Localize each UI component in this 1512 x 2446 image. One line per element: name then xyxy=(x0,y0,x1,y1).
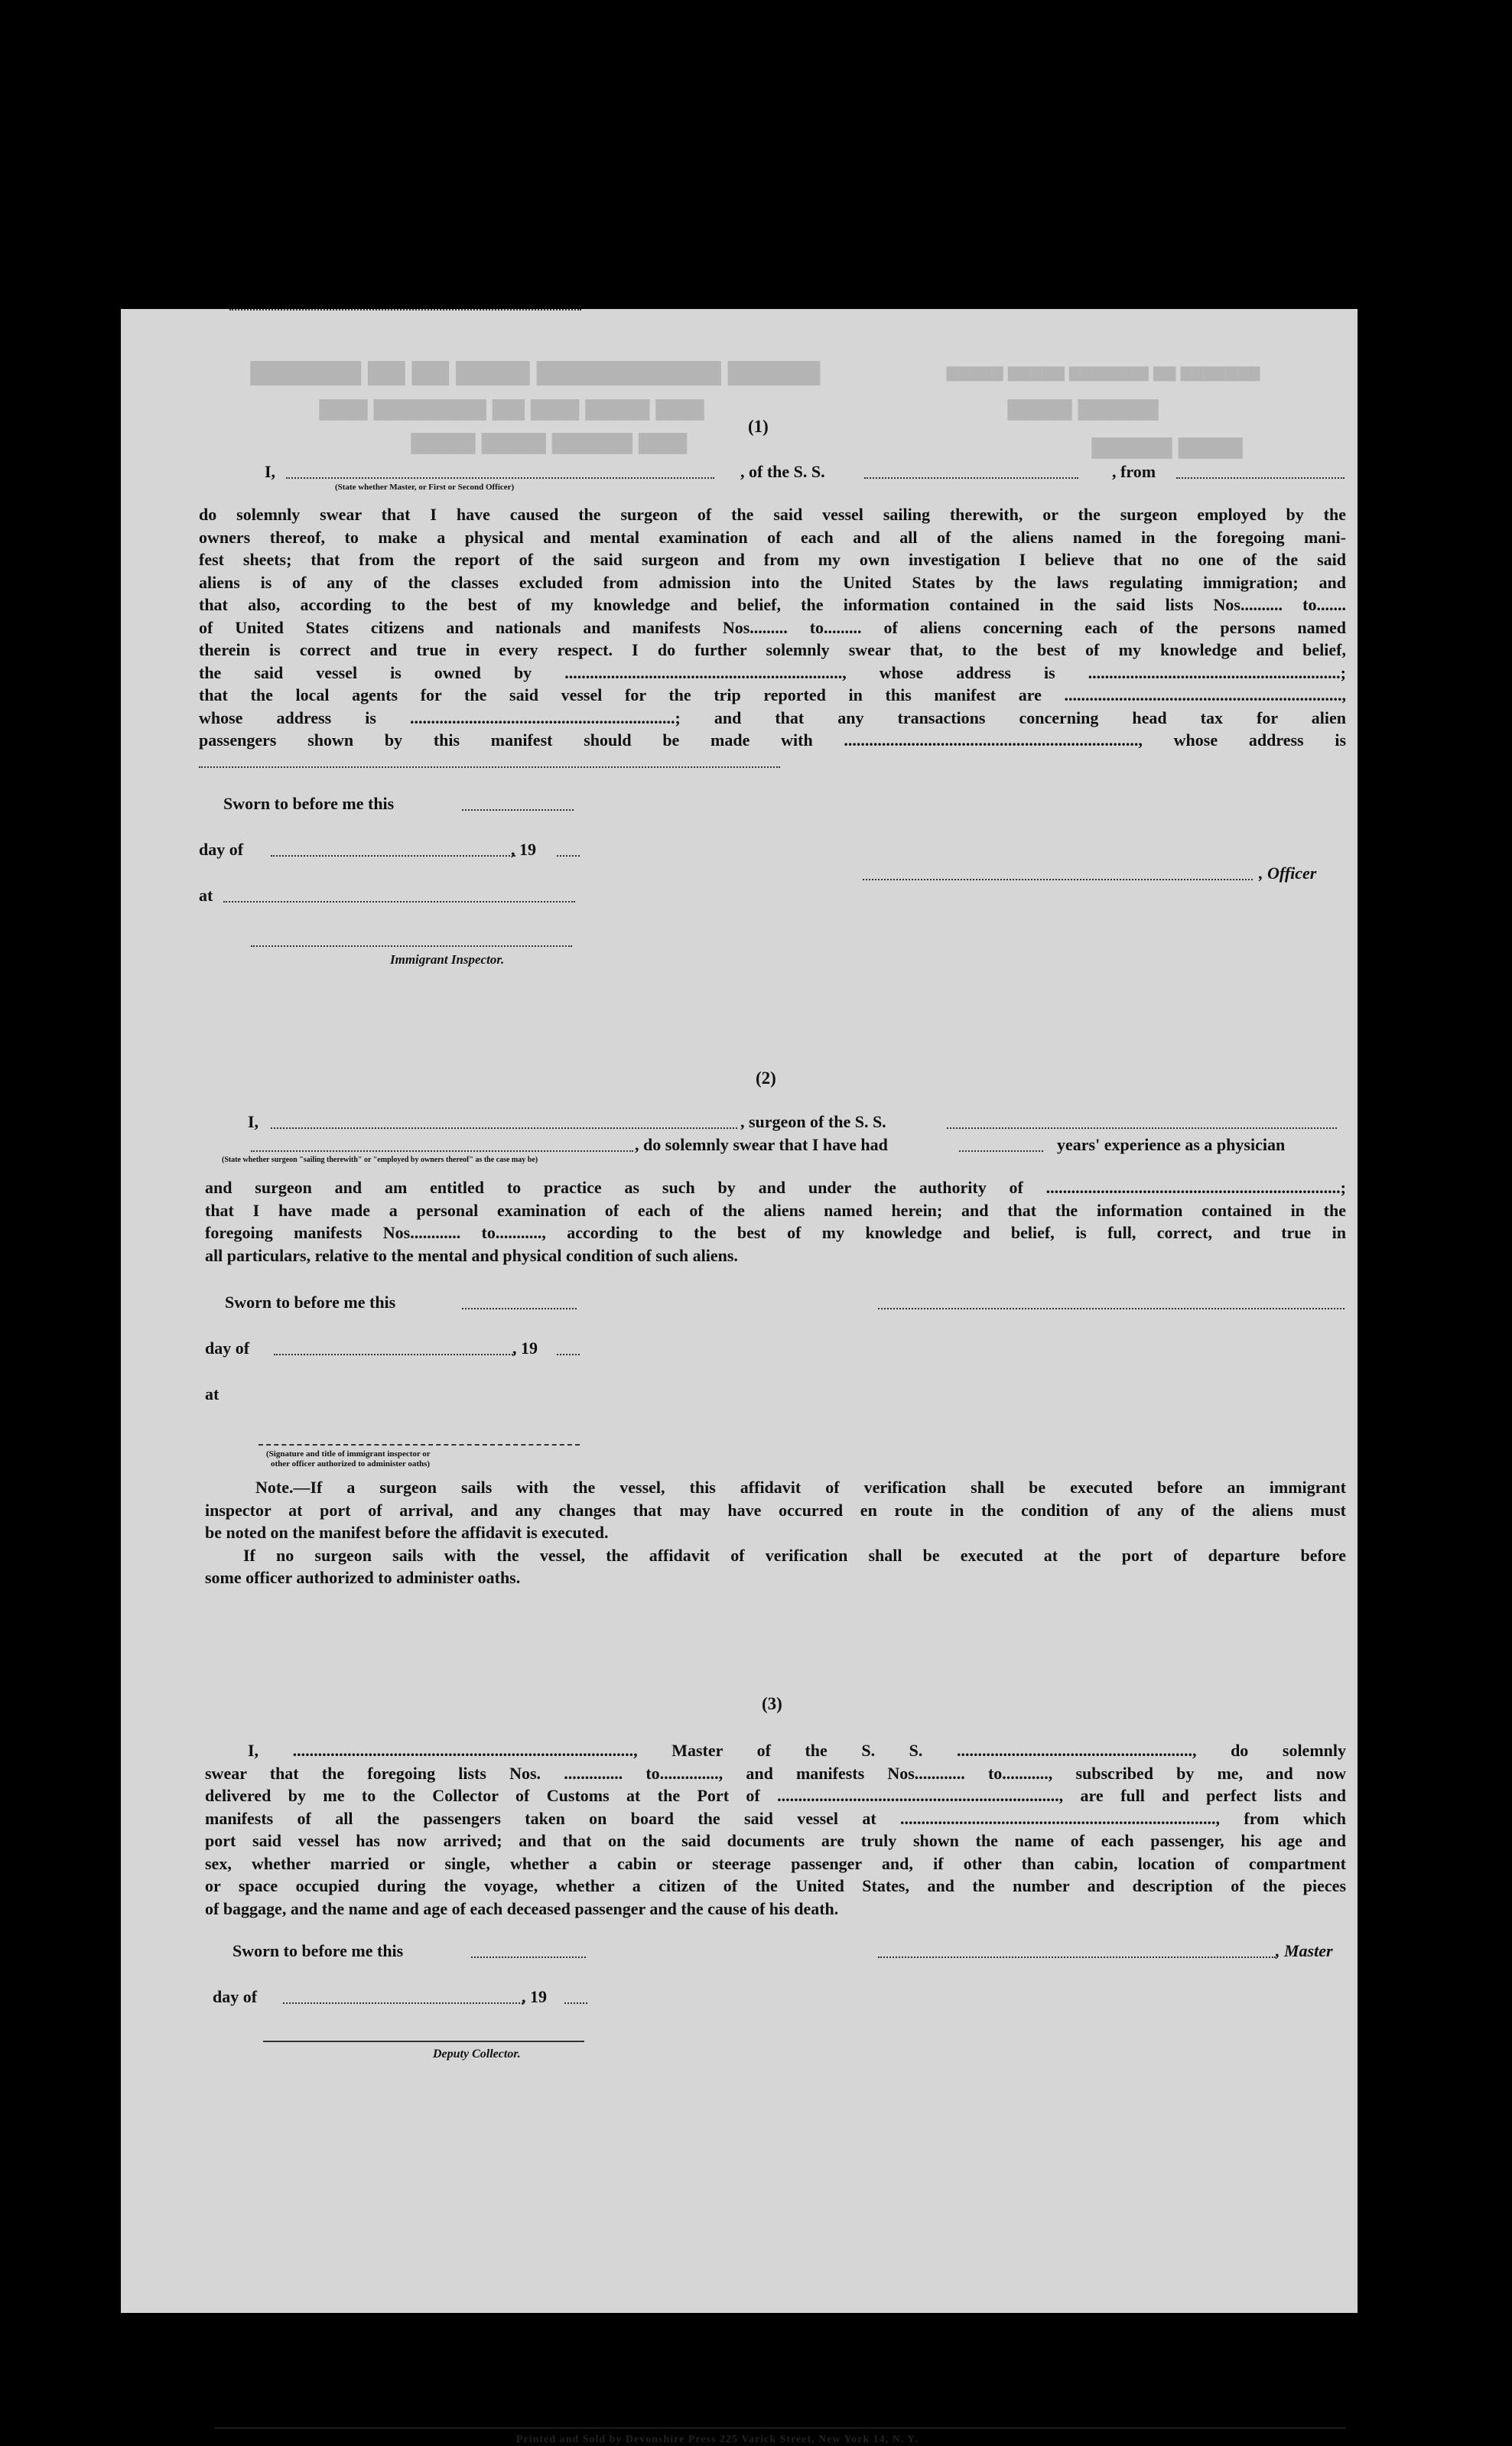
collector-signature-field[interactable] xyxy=(263,2041,584,2042)
section-1-oath-text xyxy=(199,503,1346,752)
oath-line: that the local agents for the said vessel for the trip reported in this manifest are .................................................................., xyxy=(199,685,1346,704)
punch-hole xyxy=(1397,508,1432,543)
at-place-field[interactable] xyxy=(229,309,581,311)
sworn-label: Sworn to before me this xyxy=(223,794,395,813)
oath-line: whose address is ...............................................................; and that any transactions concerning head tax for alien xyxy=(199,707,1346,727)
at-place-field[interactable] xyxy=(223,901,575,903)
punch-hole xyxy=(1398,1637,1433,1672)
sworn-label: Sworn to before me this xyxy=(232,1941,404,1960)
at-label: at xyxy=(205,1384,219,1404)
surgeon-status-note: (State whether surgeon "sailing therewith" or "employed by owners thereof" as the case may be) xyxy=(222,1156,538,1164)
year-label: , 19 xyxy=(522,1987,547,2006)
master-signature-field[interactable] xyxy=(878,1956,1276,1958)
punch-hole xyxy=(1400,2123,1435,2158)
month-field[interactable] xyxy=(274,1354,515,1355)
master-oath-line: or space occupied during the voyage, whether a citizen of the United States, and the number and description of the pieces xyxy=(205,1876,1346,1895)
day-of-label: day of xyxy=(199,840,244,859)
month-field[interactable] xyxy=(283,2002,523,2004)
note-line: If no surgeon sails with the vessel, the affidavit of verification shall be executed at the port of departure before xyxy=(243,1545,1346,1565)
note-line: inspector at port of arrival, and any changes that may have occurred en route in the condition of any of the aliens must xyxy=(205,1500,1346,1520)
verification-note xyxy=(205,1476,1346,1589)
oath-line: that also, according to the best of my knowledge and belief, the information contained in the said lists Nos.......... to....... xyxy=(199,595,1346,614)
oath-line: the said vessel is owned by .................................................................., whose address is ............................................................; xyxy=(199,662,1346,682)
at-label: at xyxy=(199,886,213,905)
bleed-through-header: ▇▇▇▇▇▇ ▇▇ ▇▇ ▇▇▇▇ ▇▇▇▇▇▇▇▇▇▇ ▇▇▇▇▇ xyxy=(251,362,821,387)
sworn-label: Sworn to before me this xyxy=(225,1293,396,1312)
year-field[interactable] xyxy=(557,1354,580,1355)
officer-name-field[interactable] xyxy=(286,477,714,479)
oath-line: owners thereof, to make a physical and mental examination of each and all of the aliens named in the foregoing mani- xyxy=(199,527,1346,547)
oath-line: fest sheets; that from the report of the said surgeon and from my own investigation I believe that no one of the said xyxy=(199,550,1346,569)
master-oath-line: I, ................................................................................., Master of the S. S. ........................................................, do solemnly xyxy=(248,1741,1346,1760)
punch-hole xyxy=(1392,471,1427,506)
sworn-date-field[interactable] xyxy=(462,1308,577,1309)
officer-signature-field[interactable] xyxy=(863,879,1253,880)
years-experience-field[interactable] xyxy=(959,1150,1043,1152)
section-2-heading: (2) xyxy=(756,1068,776,1088)
surgeon-status-field[interactable] xyxy=(251,1150,633,1152)
officer-label: , Officer xyxy=(1259,864,1317,883)
section-3-heading: (3) xyxy=(762,1694,782,1713)
day-of-label: day of xyxy=(205,1338,250,1358)
surgeon-name-field[interactable] xyxy=(271,1127,737,1129)
master-oath-line: delivered by me to the Collector of Customs at the Port of ..................................................................., are full and perfect lists and xyxy=(205,1786,1346,1805)
surgeon-oath-line: and surgeon and am entitled to practice as such by and under the authority of ......................................................................; xyxy=(205,1178,1346,1197)
master-oath-line: sex, whether married or single, whether a cabin or steerage passenger and, if other than cabin, location of compartment xyxy=(205,1853,1346,1873)
note-line: Note.—If a surgeon sails with the vessel, this affidavit of verification shall be executed before an immigrant xyxy=(255,1478,1346,1497)
sworn-date-field[interactable] xyxy=(471,1956,586,1958)
printer-imprint: Printed and Sold by Devonshire Press 225 Varick Street, New York 14, N. Y. xyxy=(516,2434,919,2445)
section-3-oath-text xyxy=(205,1739,1346,1920)
master-oath-line: swear that the foregoing lists Nos. .............. to.............., and manifests Nos............ to..........., subscribed by me, and now xyxy=(205,1763,1346,1783)
day-of-label: day of xyxy=(213,1987,258,2006)
inspector-signature-field[interactable] xyxy=(259,1444,580,1446)
sworn-date-field[interactable] xyxy=(462,809,574,811)
punch-hole xyxy=(1389,352,1424,387)
years-experience-label: years' experience as a physician xyxy=(1057,1135,1286,1154)
year-field[interactable] xyxy=(564,2002,587,2004)
collector-label: Deputy Collector. xyxy=(433,2048,521,2061)
document-page xyxy=(121,309,1358,2445)
surgeon-oath-line: that I have made a personal examination of each of the aliens named herein; and that the information contained in the xyxy=(205,1200,1346,1220)
surgeon-line-i: I, xyxy=(248,1112,259,1131)
month-field[interactable] xyxy=(271,855,515,857)
address-continuation-field[interactable] xyxy=(199,766,780,768)
oath-line: therein is correct and true in every respect. I do further solemnly swear that, to the best of my knowledge and belief, xyxy=(199,640,1346,659)
bleed-through-line: ▇▇▇▇▇ ▇▇▇▇ xyxy=(1092,438,1244,461)
solemnly-swear-label: , do solemnly swear that I have had xyxy=(635,1135,888,1154)
surgeon-vessel-field[interactable] xyxy=(947,1127,1337,1129)
from-port-field[interactable] xyxy=(1176,477,1345,479)
punch-hole xyxy=(1398,2243,1433,2278)
inspector-label: Immigrant Inspector. xyxy=(390,952,505,967)
section-2-oath-text xyxy=(205,1176,1346,1267)
year-label: , 19 xyxy=(511,840,536,859)
oath-line: passengers shown by this manifest should be made with ......................................................................, whose address is xyxy=(199,730,1346,750)
vessel-name-field[interactable] xyxy=(864,477,1078,479)
pronoun-i: I, xyxy=(265,462,276,481)
section-1-heading: (1) xyxy=(748,417,769,436)
from-label: , from xyxy=(1112,462,1156,481)
oath-line: of United States citizens and nationals and manifests Nos......... to......... of aliens concerning each of the persons named xyxy=(199,617,1346,637)
surgeon-oath-line: all particulars, relative to the mental and physical condition of such aliens. xyxy=(205,1245,738,1265)
oath-line: aliens is of any of the classes excluded from admission into the United States by the laws regulating immigration; and xyxy=(199,572,1346,592)
master-oath-line: of baggage, and the name and age of each deceased passenger and the cause of his death. xyxy=(205,1898,839,1918)
officer-rank-note: (State whether Master, or First or Second Officer) xyxy=(335,483,515,492)
note-line: be noted on the manifest before the affidavit is executed. xyxy=(205,1523,609,1542)
bleed-through-line: ▇▇▇▇▇ ▇▇▇▇▇ ▇▇▇▇▇▇▇ ▇▇ ▇▇▇▇▇▇▇ xyxy=(947,367,1260,382)
punch-hole xyxy=(1398,1300,1433,1335)
oath-line: do solemnly swear that I have caused the surgeon of the said vessel sailing therewith, or the surgeon employed by the xyxy=(199,505,1346,524)
bleed-through-line: ▇▇▇ ▇▇▇▇▇▇▇ ▇▇ ▇▇▇ ▇▇▇▇ ▇▇▇ xyxy=(320,400,705,423)
signature-note: other officer authorized to administer oaths) xyxy=(271,1459,431,1469)
master-oath-line: manifests of all the passengers taken on board the said vessel at ..........................................................................., from which xyxy=(205,1808,1346,1828)
oath-line-i xyxy=(265,464,275,480)
note-line: some officer authorized to administer oaths. xyxy=(205,1568,521,1587)
inspector-signature-field[interactable] xyxy=(251,945,572,947)
bleed-through-line: ▇▇▇▇ ▇▇▇▇▇ xyxy=(1008,400,1159,423)
master-label: , Master xyxy=(1276,1941,1333,1960)
surgeon-of-ss-label: , surgeon of the S. S. xyxy=(740,1112,886,1131)
port-arrival-stamp: NEW YORK AUG 24 1953 QUEEN ELIZ. xyxy=(1397,561,1437,1247)
signature-note: (Signature and title of immigrant inspector or xyxy=(266,1449,431,1459)
year-label: , 19 xyxy=(512,1338,538,1358)
of-the-ss-label: , of the S. S. xyxy=(740,462,825,481)
surgeon-signature-field[interactable] xyxy=(878,1308,1345,1309)
surgeon-oath-line: foregoing manifests Nos............ to..........., according to the best of my knowledge and belief, is full, correct, and true in xyxy=(205,1223,1346,1242)
year-field[interactable] xyxy=(557,855,580,857)
bleed-through-line: ▇▇▇▇ ▇▇▇▇ ▇▇▇▇▇ ▇▇▇ xyxy=(411,434,688,457)
master-oath-line: port said vessel has now arrived; and that on the said documents are truly shown the name of each passenger, his age and xyxy=(205,1831,1346,1850)
